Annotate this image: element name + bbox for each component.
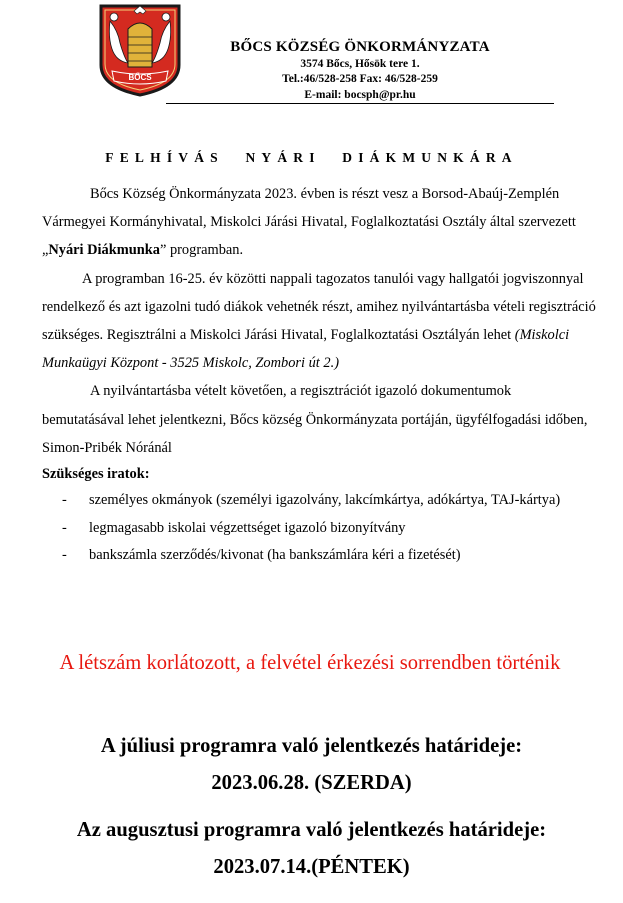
document-headline: FELHÍVÁS NYÁRI DIÁKMUNKÁRA (105, 150, 518, 165)
list-item-text: legmagasabb iskolai végzettséget igazoló bizonyítvány (89, 519, 406, 536)
paragraph-program-intro-text: Bőcs Község Önkormányzata 2023. évben is részt vesz a Borsod-Abaúj-Zemplén Vármegyei Kormányhivatal, Miskolci Járási Hivatal, Foglalkoztatási Osztály által szervezett „ (42, 186, 576, 259)
list-item (42, 515, 597, 543)
list-bullet: - (62, 547, 67, 564)
crest-label: BŐCS (128, 73, 152, 82)
registration-office-address: (Miskolci Munkaügyi Központ - 3525 Miskolc, Zombori út 2.) (42, 327, 570, 372)
requirements-list (42, 487, 597, 570)
paragraph-program-intro (42, 180, 597, 265)
list-bullet: - (62, 492, 67, 509)
organization-address: 3574 Bőcs, Hősök tere 1. (300, 58, 420, 70)
july-deadline-label: A júliusi programra való jelentkezés határideje: (100, 735, 523, 757)
paragraph-eligibility (42, 265, 597, 378)
organization-name: BŐCS KÖZSÉG ÖNKORMÁNYZATA (230, 39, 490, 55)
list-item-text: személyes okmányok (személyi igazolvány, lakcímkártya, adókártya, TAJ-kártya) (89, 492, 561, 509)
requirements-title: Szükséges iratok: (42, 466, 150, 483)
list-bullet: - (62, 519, 67, 536)
list-item (42, 542, 597, 570)
letterhead (166, 38, 554, 104)
paragraph-application: A nyilvántartásba vételt követően, a regisztrációt igazoló dokumentumok bemutatásával lehet jelentkezni, Bőcs község Önkormányzata portáján, ügyfélfogadási időben, Simon-Pribék Nóránál (42, 383, 588, 456)
list-item-text: bankszámla szerződés/kivonat (ha bankszámlára kéri a fizetését) (89, 547, 461, 564)
organization-phone-fax: Tel.:46/528-258 Fax: 46/528-259 (282, 73, 438, 85)
paragraph-program-intro-end: ” programban. (159, 242, 244, 259)
july-deadline (20, 728, 603, 802)
list-item (42, 487, 597, 515)
july-deadline-date: 2023.06.28. (SZERDA) (211, 772, 412, 794)
document-body (42, 180, 597, 570)
august-deadline-label: Az augusztusi programra való jelentkezés határideje: (76, 819, 547, 841)
august-deadline (20, 812, 603, 886)
paragraph-eligibility-text: A programban 16-25. év közötti nappali tagozatos tanulói vagy hallgatói jogviszonnyal rendelkező és azt igazolni tudó diákok vehetnék részt, amihez nyilvántartásba vételi regisztráció szükséges. Regisztrálni a Miskolci Járási Hivatal, Foglalkoztatási Osztályán lehet (42, 270, 596, 344)
program-name: Nyári Diákmunka (48, 242, 160, 259)
august-deadline-date: 2023.07.14.(PÉNTEK) (213, 856, 410, 878)
limited-places-notice: A létszám korlátozott, a felvétel érkezési sorrendben történik (59, 652, 561, 674)
organization-email: E-mail: bocsph@pr.hu (166, 88, 554, 104)
